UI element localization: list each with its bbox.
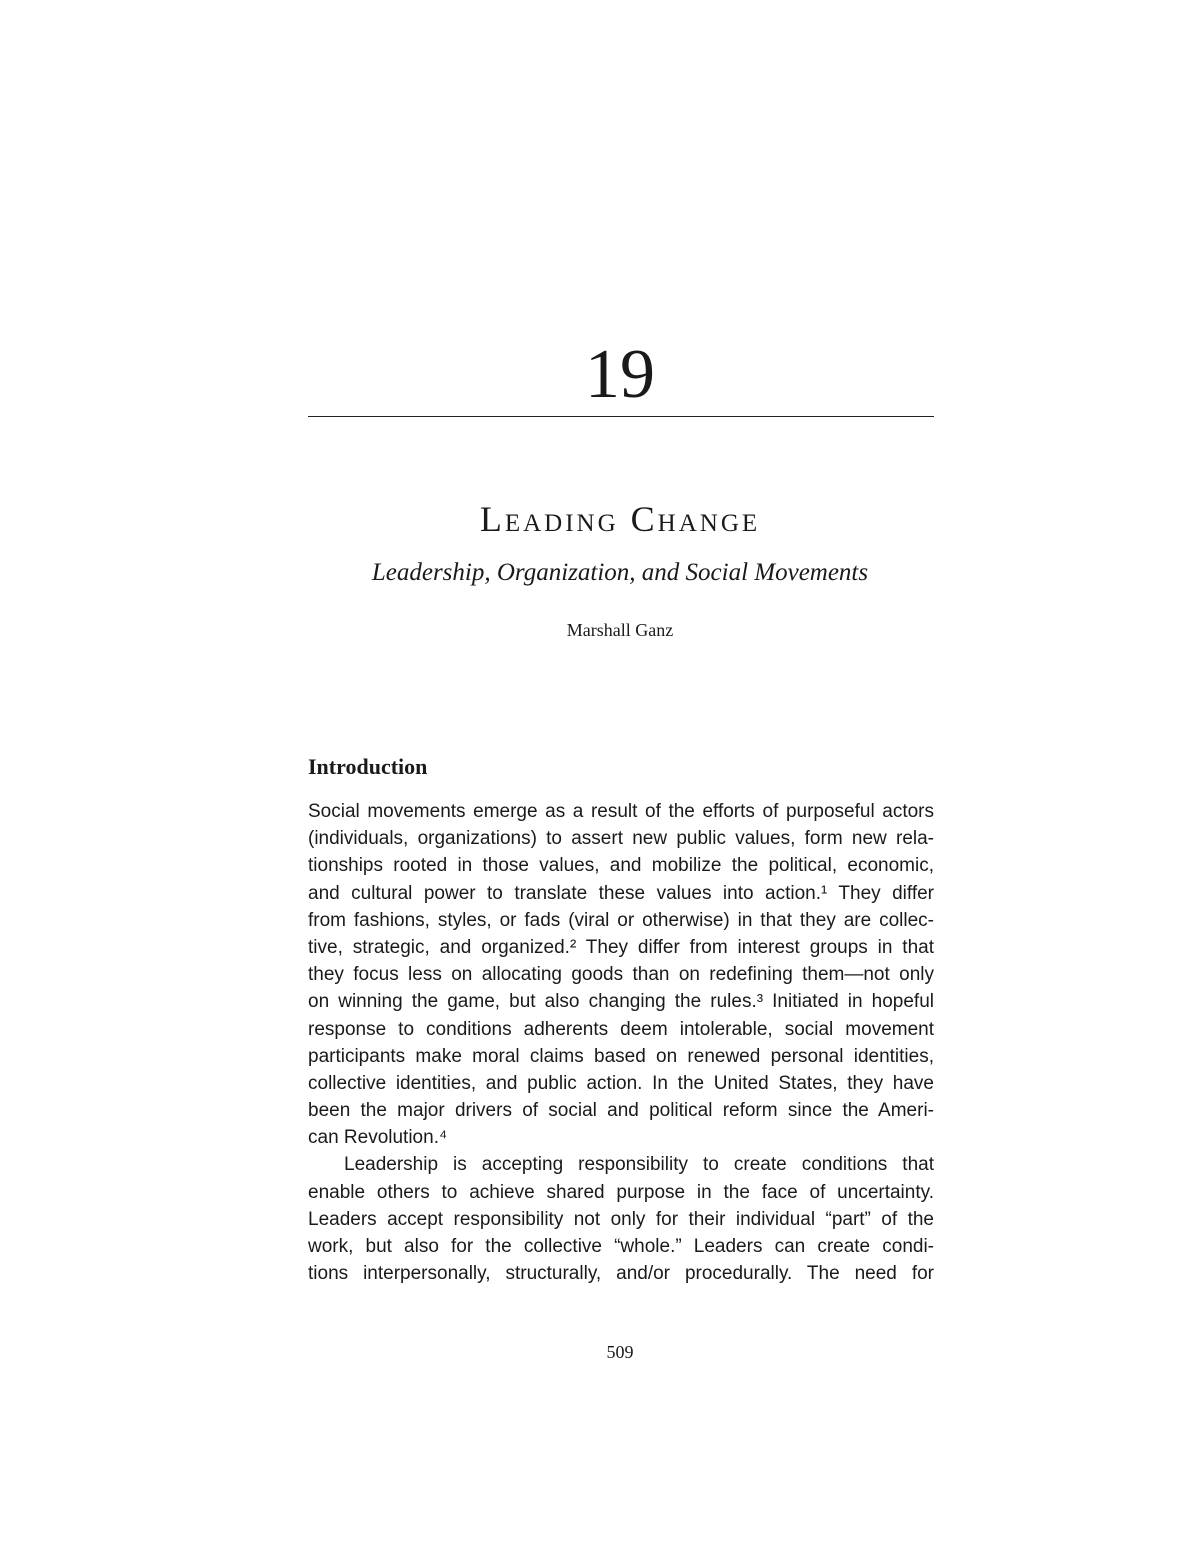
text-line: tions interpersonally, structurally, and/or procedurally. The need for xyxy=(308,1263,934,1285)
chapter-title: Leading Change xyxy=(479,499,761,539)
text-line: participants make moral claims based on renewed personal identities, xyxy=(308,1045,934,1067)
chapter-divider-rule xyxy=(308,416,934,417)
text-line: Leaders accept responsibility not only for their individual “part” of the xyxy=(308,1208,934,1230)
text-line: from fashions, styles, or fads (viral or otherwise) in that they are collec- xyxy=(308,909,934,931)
paragraph xyxy=(308,798,934,1151)
text-line: been the major drivers of social and political reform since the Ameri- xyxy=(308,1100,934,1122)
text-line: (individuals, organizations) to assert new public values, form new rela- xyxy=(308,828,934,850)
author-name: Marshall Ganz xyxy=(566,620,674,640)
text-line: enable others to achieve shared purpose in the face of uncertainty. xyxy=(308,1181,934,1203)
text-line: work, but also for the collective “whole.” Leaders can create condi- xyxy=(308,1236,934,1257)
paragraph xyxy=(308,1151,934,1287)
chapter-subtitle: Leadership, Organization, and Social Movements xyxy=(371,559,869,586)
text-line: and cultural power to translate these values into action.¹ They differ xyxy=(308,882,934,904)
text-line: Leadership is accepting responsibility to create conditions that xyxy=(344,1154,934,1176)
text-line: tive, strategic, and organized.² They differ from interest groups in that xyxy=(308,936,934,958)
text-line: can Revolution.⁴ xyxy=(308,1127,448,1149)
body-text xyxy=(308,798,934,1287)
text-line: response to conditions adherents deem intolerable, social movement xyxy=(308,1018,934,1040)
text-line: on winning the game, but also changing the rules.³ Initiated in hopeful xyxy=(308,991,934,1013)
section-heading: Introduction xyxy=(308,754,428,779)
text-line: tionships rooted in those values, and mobilize the political, economic, xyxy=(308,855,934,877)
text-line: collective identities, and public action. In the United States, they have xyxy=(308,1072,934,1094)
page-number: 509 xyxy=(606,1342,634,1362)
text-line: Social movements emerge as a result of the efforts of purposeful actors xyxy=(308,801,934,822)
chapter-number: 19 xyxy=(585,336,655,413)
text-line: they focus less on allocating goods than on redefining them—not only xyxy=(308,964,934,986)
